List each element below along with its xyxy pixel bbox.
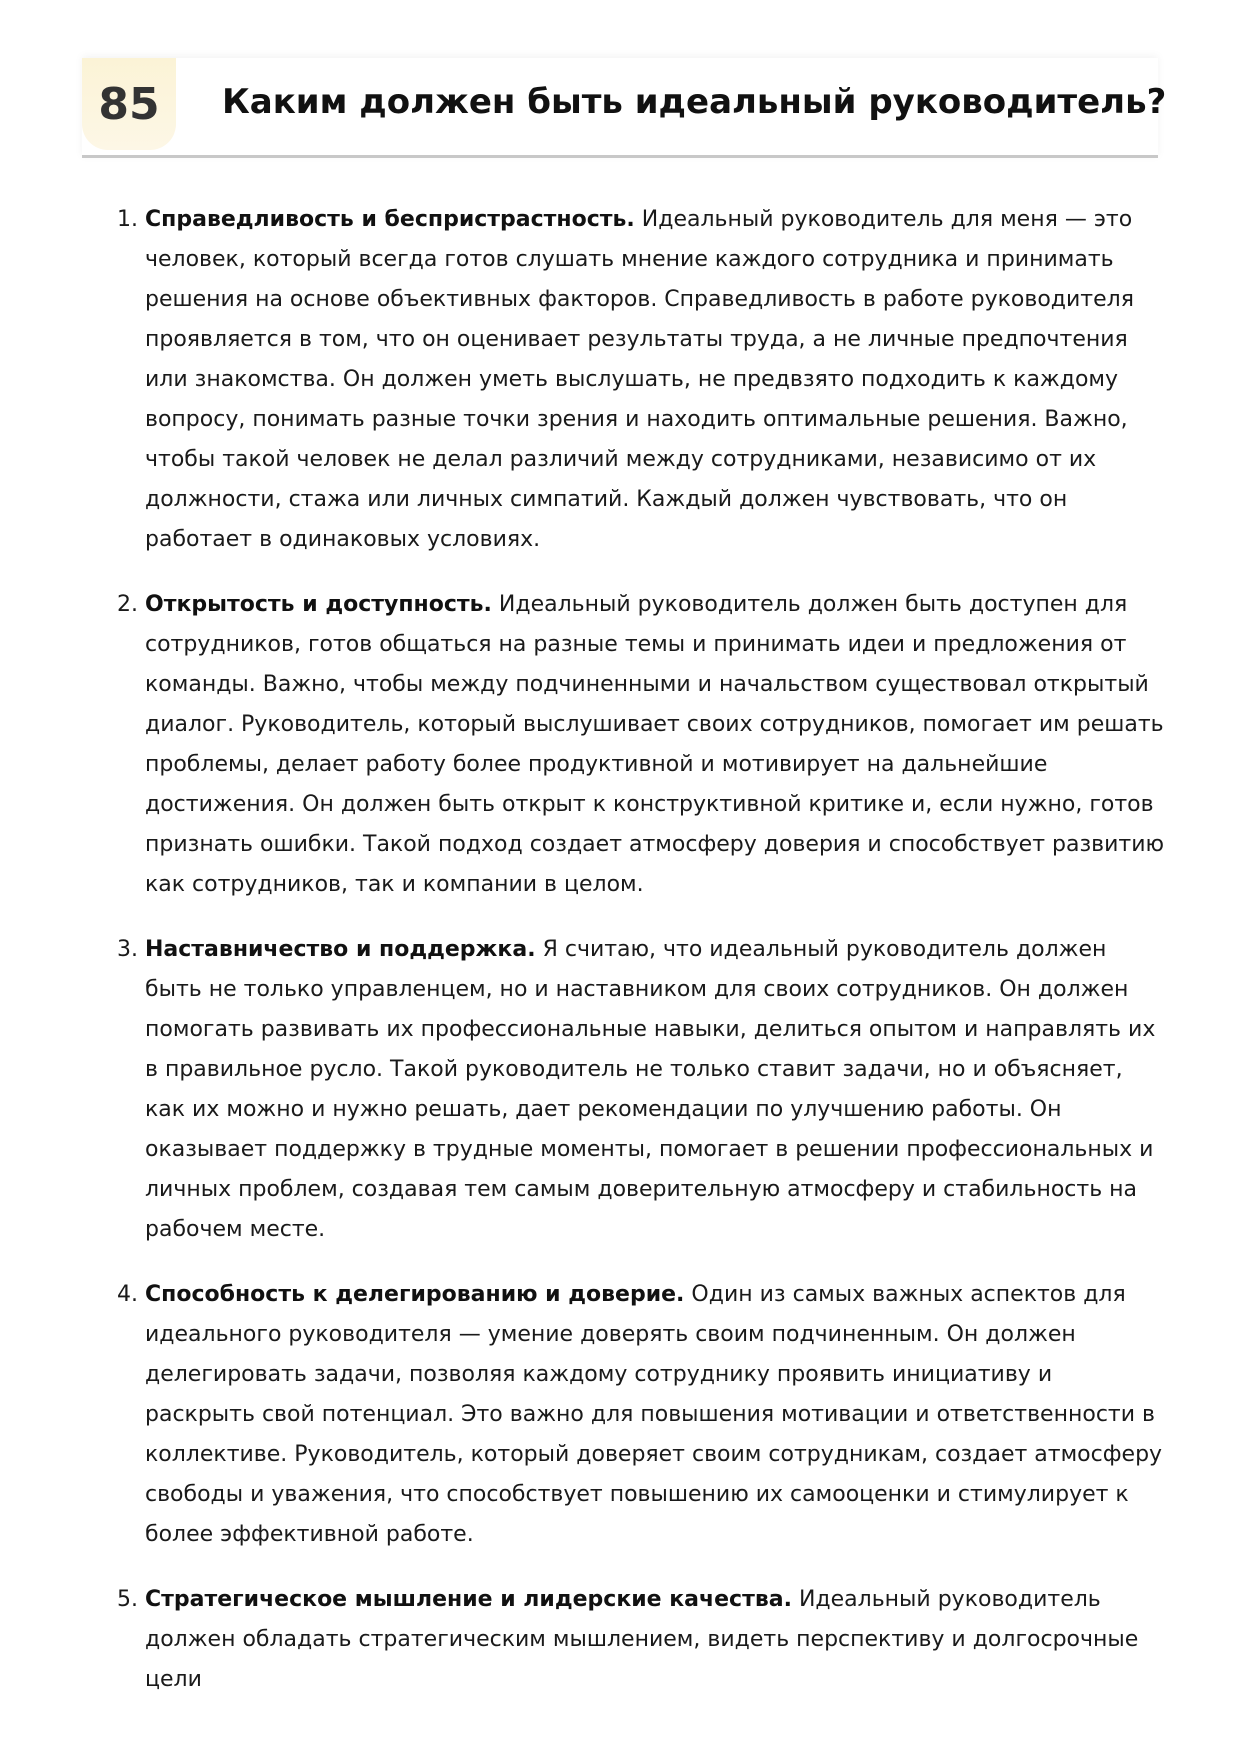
list-item: [117, 1275, 1165, 1555]
list-item-text: Я считаю, что идеальный руководитель должен быть не только управленцем, но и наставником для своих сотрудников. Он должен помогать развивать их профессиональные навыки, делиться опытом и направлять их в правильное русло. Такой руководитель не только ставит задачи, но и объясняет, как их можно и нужно решать, дает рекомендации по улучшению работы. Он оказывает поддержку в трудные моменты, помогает в решении профессиональных и личных проблем, создавая тем самым доверительную атмосферу и стабильность на рабочем месте.: [145, 937, 1156, 1242]
list-item-heading: Открытость и доступность.: [145, 592, 492, 617]
list-item-number: 2.: [117, 592, 138, 617]
page-number-badge: 85: [82, 58, 176, 150]
list-item: [117, 200, 1165, 560]
page-title: Каким должен быть идеальный руководитель?: [222, 82, 1167, 122]
list-item-text: Один из самых важных аспектов для идеального руководителя — умение доверять своим подчиненным. Он должен делегировать задачи, позволяя каждому сотруднику проявить инициативу и раскрыть свой потенциал. Это важно для повышения мотивации и ответственности в коллективе. Руководитель, который доверяет своим сотрудникам, создает атмосферу свободы и уважения, что способствует повышению их самооценки и стимулирует к более эффективной работе.: [145, 1282, 1163, 1547]
list-item-number: 5.: [117, 1587, 138, 1612]
list-item: [117, 1580, 1165, 1700]
list-item-text: Идеальный руководитель для меня — это человек, который всегда готов слушать мнение каждого сотрудника и принимать решения на основе объективных факторов. Справедливость в работе руководителя проявляется в том, что он оценивает результаты труда, а не личные предпочтения или знакомства. Он должен уметь выслушать, не предвзято подходить к каждому вопросу, понимать разные точки зрения и находить оптимальные решения. Важно, чтобы такой человек не делал различий между сотрудниками, независимо от их должности, стажа или личных симпатий. Каждый должен чувствовать, что он работает в одинаковых условиях.: [145, 207, 1134, 552]
page-header: [82, 58, 1167, 158]
list-item-text: Идеальный руководитель должен обладать стратегическим мышлением, видеть перспективу и долгосрочные цели: [145, 1587, 1139, 1692]
numbered-list: [117, 200, 1165, 1725]
list-item-number: 3.: [117, 937, 138, 962]
list-item: [117, 585, 1165, 905]
list-item-heading: Наставничество и поддержка.: [145, 937, 536, 962]
list-item-heading: Способность к делегированию и доверие.: [145, 1282, 685, 1307]
list-item-text: Идеальный руководитель должен быть доступен для сотрудников, готов общаться на разные темы и принимать идеи и предложения от команды. Важно, чтобы между подчиненными и начальством существовал открытый диалог. Руководитель, который выслушивает своих сотрудников, помогает им решать проблемы, делает работу более продуктивной и мотивирует на дальнейшие достижения. Он должен быть открыт к конструктивной критике и, если нужно, готов признать ошибки. Такой подход создает атмосферу доверия и способствует развитию как сотрудников, так и компании в целом.: [145, 592, 1165, 897]
list-item-heading: Справедливость и беспристрастность.: [145, 207, 635, 232]
list-item-number: 4.: [117, 1282, 138, 1307]
list-item: [117, 930, 1165, 1250]
list-item-heading: Стратегическое мышление и лидерские качества.: [145, 1587, 792, 1612]
list-item-number: 1.: [117, 207, 138, 232]
